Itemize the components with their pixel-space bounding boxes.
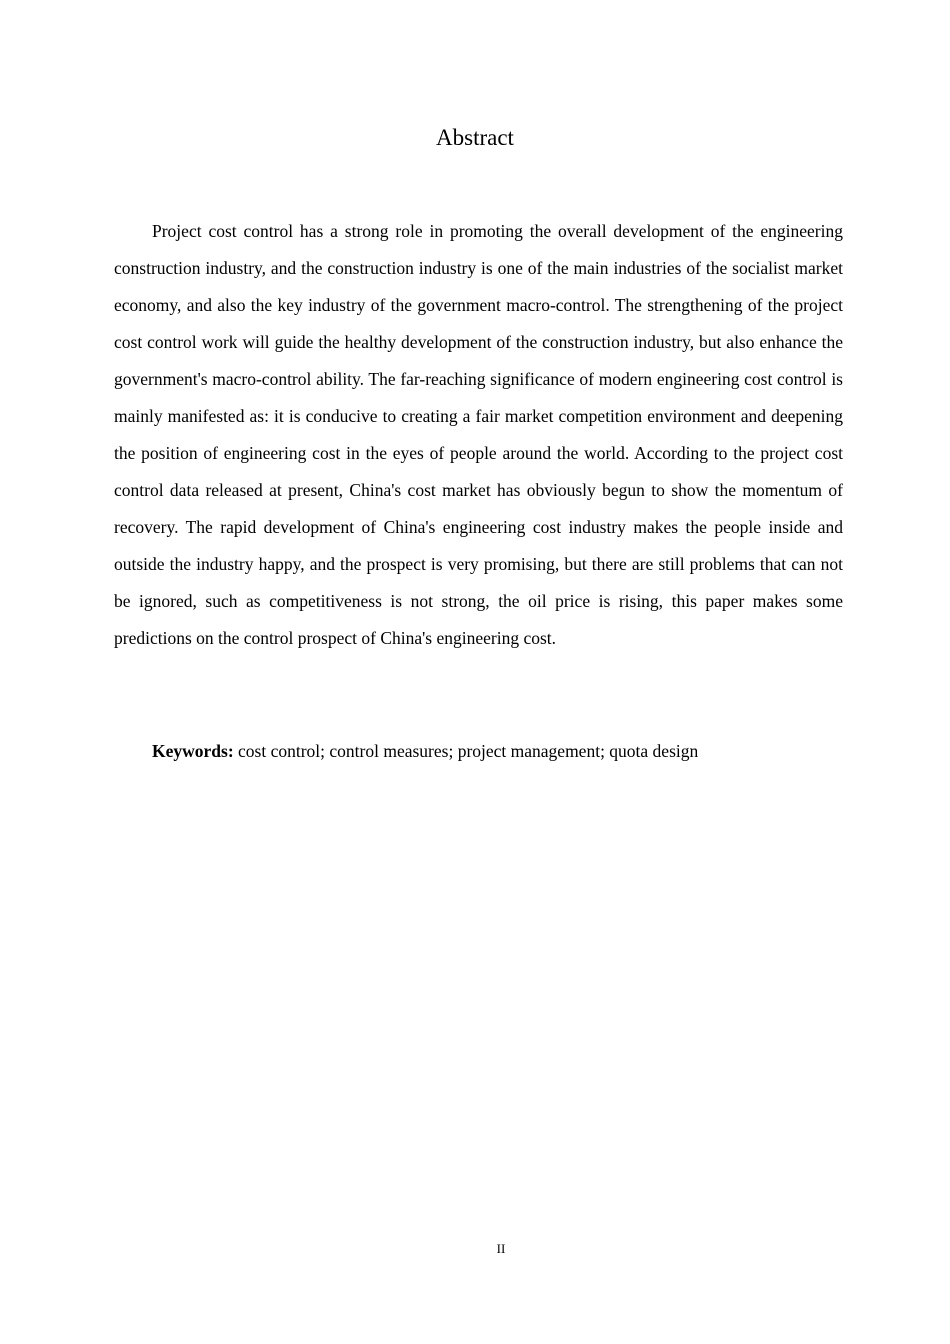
keywords-line: [152, 733, 843, 770]
page-number: II: [496, 1241, 506, 1256]
keywords-label: Keywords:: [152, 741, 234, 761]
page-title: Abstract: [436, 125, 514, 150]
keywords-text: cost control; control measures; project management; quota design: [233, 741, 699, 761]
abstract-paragraph: Project cost control has a strong role in promoting the overall development of the engineering construction industry, and the construction industry is one of the main industries of the socialist market economy, and also the key industry of the government macro-control. The strengthening of the project cost control work will guide the healthy development of the construction industry, but also enhance the government's macro-control ability. The far-reaching significance of modern engineering cost control is mainly manifested as: it is conducive to creating a fair market competition environment and deepening the position of engineering cost in the eyes of people around the world. According to the project cost control data released at present, China's cost market has obviously begun to show the momentum of recovery. The rapid development of China's engineering cost industry makes the people inside and outside the industry happy, and the prospect is very promising, but there are still problems that can not be ignored, such as competitiveness is not strong, the oil price is rising, this paper makes some predictions on the control prospect of China's engineering cost.: [114, 221, 843, 648]
